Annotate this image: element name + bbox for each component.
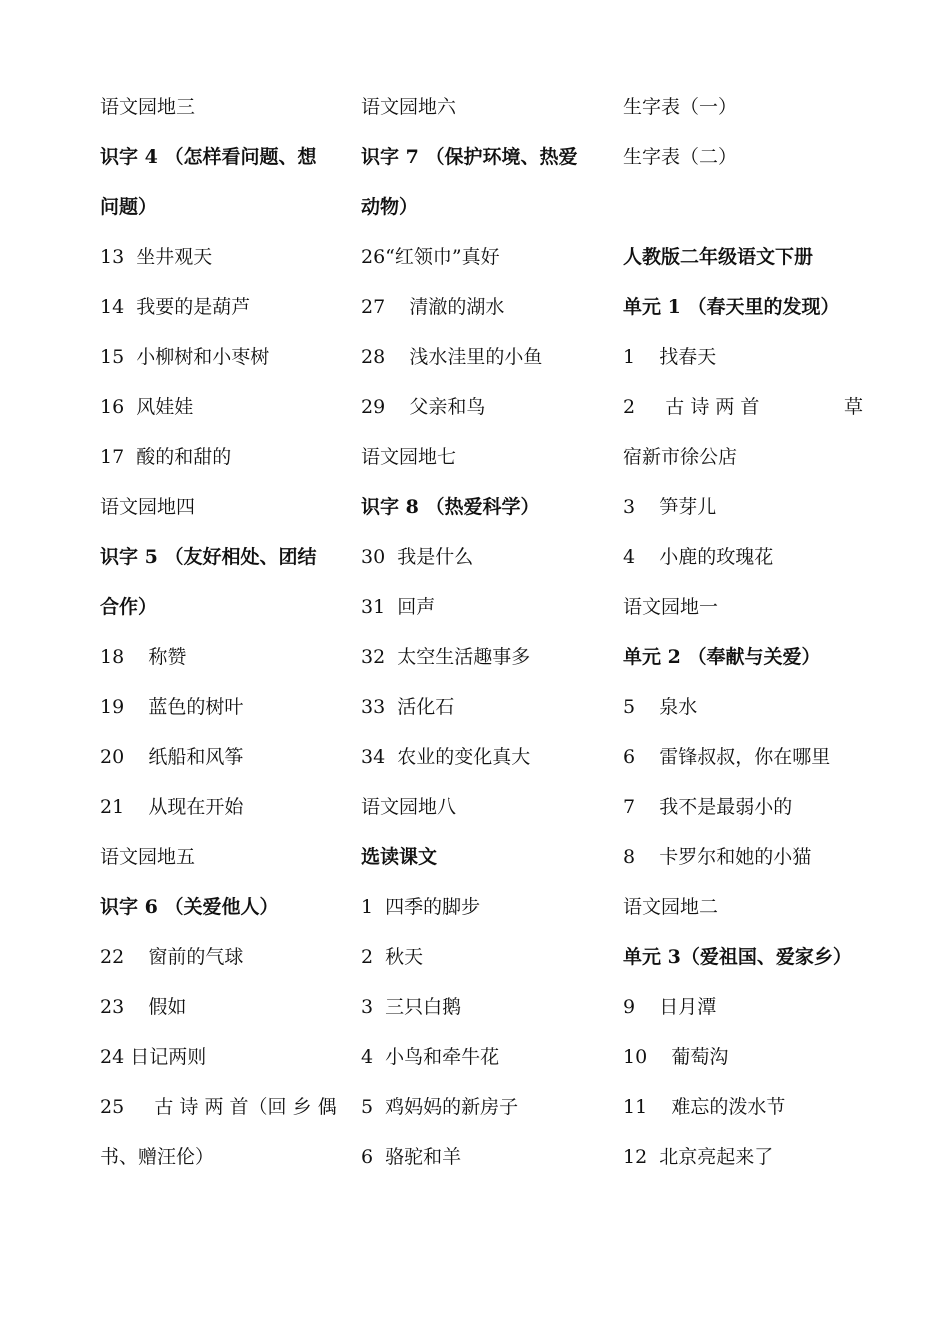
toc-entry: 语文园地七 — [361, 446, 457, 468]
section-heading: 单元 3（爱祖国、爱家乡） — [623, 946, 852, 968]
toc-entry: 5 鸡妈妈的新房子 — [361, 1096, 519, 1118]
toc-entry: 语文园地六 — [361, 96, 457, 118]
section-heading: 选读课文 — [361, 846, 438, 868]
toc-entry: 15 小柳树和小枣树 — [100, 346, 270, 368]
toc-entry: 2 秋天 — [361, 946, 424, 968]
toc-entry: 语文园地四 — [100, 496, 196, 518]
section-heading: 识字 5 （友好相处、团结 — [100, 546, 317, 568]
section-heading: 人教版二年级语文下册 — [623, 246, 814, 268]
section-heading: 识字 8 （热爱科学） — [361, 496, 540, 518]
column-2 — [361, 82, 603, 1182]
toc-entry: 11 难忘的泼水节 — [623, 1096, 786, 1118]
toc-entry: 6 雷锋叔叔，你在哪里 — [623, 746, 831, 768]
toc-entry: 18 称赞 — [100, 646, 187, 668]
section-heading: 识字 7 （保护环境、热爱 — [361, 146, 578, 168]
toc-entry: 30 我是什么 — [361, 546, 474, 568]
toc-entry: 语文园地一 — [623, 596, 719, 618]
section-heading: 识字 6 （关爱他人） — [100, 896, 279, 918]
column-3 — [623, 82, 863, 1182]
toc-entry: 12 北京亮起来了 — [623, 1146, 774, 1168]
toc-entry: 10 葡萄沟 — [623, 1046, 729, 1068]
toc-entry: 9 日月潭 — [623, 996, 717, 1018]
toc-entry: 29 父亲和鸟 — [361, 396, 486, 418]
toc-entry: 2 古 诗 两 首 草 — [623, 396, 863, 418]
toc-entry: 书、赠汪伦） — [100, 1146, 215, 1168]
section-heading: 问题） — [100, 196, 158, 218]
toc-entry: 17 酸的和甜的 — [100, 446, 232, 468]
toc-entry: 21 从现在开始 — [100, 796, 244, 818]
section-heading: 单元 2 （奉献与关爱） — [623, 646, 821, 668]
toc-entry: 31 回声 — [361, 596, 436, 618]
section-heading: 单元 1 （春天里的发现） — [623, 296, 840, 318]
toc-entry: 25 古 诗 两 首（回 乡 偶 — [100, 1096, 337, 1118]
toc-entry: 23 假如 — [100, 996, 187, 1018]
toc-entry: 27 清澈的湖水 — [361, 296, 505, 318]
toc-entry: 语文园地八 — [361, 796, 457, 818]
section-heading: 合作） — [100, 596, 158, 618]
toc-entry: 语文园地三 — [100, 96, 196, 118]
toc-entry: 34 农业的变化真大 — [361, 746, 531, 768]
toc-entry: 26“红领巾”真好 — [361, 246, 500, 268]
toc-entry: 5 泉水 — [623, 696, 698, 718]
toc-entry: 3 笋芽儿 — [623, 496, 717, 518]
toc-entry: 语文园地五 — [100, 846, 196, 868]
column-1 — [100, 82, 340, 1182]
toc-entry: 7 我不是最弱小的 — [623, 796, 793, 818]
toc-entry: 19 蓝色的树叶 — [100, 696, 244, 718]
toc-entry: 16 风娃娃 — [100, 396, 194, 418]
toc-entry: 13 坐井观天 — [100, 246, 213, 268]
toc-entry: 6 骆驼和羊 — [361, 1146, 462, 1168]
toc-entry: 14 我要的是葫芦 — [100, 296, 251, 318]
toc-entry: 3 三只白鹅 — [361, 996, 462, 1018]
toc-entry: 4 小鸟和牵牛花 — [361, 1046, 500, 1068]
toc-entry: 8 卡罗尔和她的小猫 — [623, 846, 812, 868]
toc-entry: 生字表（一） — [623, 96, 738, 118]
toc-entry: 语文园地二 — [623, 896, 719, 918]
toc-entry: 4 小鹿的玫瑰花 — [623, 546, 774, 568]
toc-entry: 20 纸船和风筝 — [100, 746, 244, 768]
toc-entry: 28 浅水洼里的小鱼 — [361, 346, 543, 368]
toc-entry: 1 找春天 — [623, 346, 717, 368]
toc-entry: 22 窗前的气球 — [100, 946, 244, 968]
toc-entry: 1 四季的脚步 — [361, 896, 481, 918]
toc-entry: 宿新市徐公店 — [623, 446, 738, 468]
toc-entry: 32 太空生活趣事多 — [361, 646, 531, 668]
section-heading: 识字 4 （怎样看问题、想 — [100, 146, 317, 168]
toc-entry: 生字表（二） — [623, 146, 738, 168]
toc-entry — [623, 182, 863, 232]
toc-entry: 33 活化石 — [361, 696, 455, 718]
toc-entry: 24 日记两则 — [100, 1046, 207, 1068]
section-heading: 动物） — [361, 196, 419, 218]
